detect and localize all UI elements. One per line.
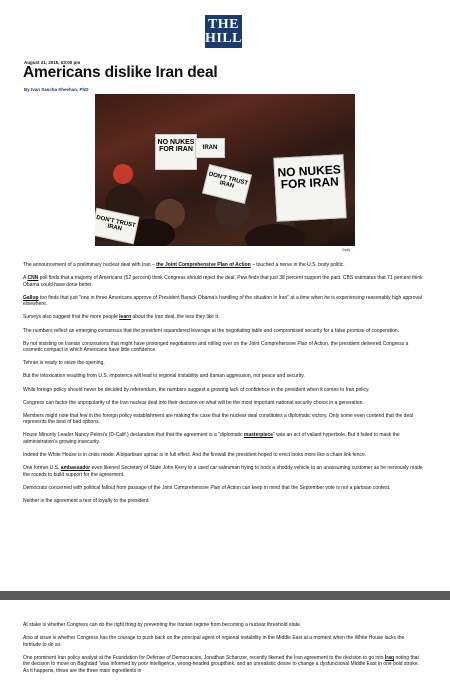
- protest-photo: [95, 94, 355, 246]
- page-divider: [0, 591, 450, 600]
- body-paragraph: [23, 413, 423, 426]
- paragraph-text: One former U.S.: [23, 465, 61, 472]
- body-paragraph: [23, 328, 423, 335]
- article-date: August 21, 2015, 03:00 pm: [24, 60, 81, 65]
- paragraph-text: Congress can factor the unpopularity of the Iran nuclear deal into their decision on what will be the most important national security choice in a generation.: [23, 399, 364, 406]
- body-paragraph: [23, 295, 423, 308]
- body-paragraph: [23, 360, 423, 367]
- paragraph-text: At stake is whether Congress can do the right thing by preventing the Iranian regime from becoming a nuclear threshold state.: [23, 622, 302, 628]
- body-paragraph: [23, 387, 423, 394]
- body-paragraph: [23, 341, 423, 354]
- body-paragraph: [23, 432, 423, 445]
- inline-link[interactable]: Gallup: [23, 294, 39, 301]
- inline-link[interactable]: masterpiece: [243, 432, 274, 439]
- paragraph-text: Also at issue is whether Congress has the courage to push back on the principal agent of regional instability in the Middle East at a moment when the White House lacks the fortitude to do so.: [23, 635, 405, 648]
- article-body: [23, 262, 423, 511]
- paragraph-text: Members might note that few in the foreign policy establishment are making the case that the nuclear deal constitutes a diplomatic victory. Only some even contend that the deal represents the best of bad options.: [23, 412, 414, 426]
- body-paragraph: [23, 373, 423, 380]
- inline-link[interactable]: Iraq: [384, 654, 395, 661]
- paragraph-text: poll finds that a majority of Americans (52 percent) think Congress should reject the deal. Pew finds that just 38 percent support the pact. CBS estimates that 71 percent think Obama could have done better.: [23, 275, 423, 288]
- paragraph-text: about the Iran deal, the less they like it.: [131, 314, 220, 321]
- body-paragraph: [23, 452, 423, 459]
- protest-sign: DON'T TRUST IRAN: [202, 164, 252, 204]
- paragraph-text: By not insisting on Iranian concessions that might have prolonged negotiations and rolling over on the Joint Comprehensive Plan of Action, the president delivered Congress a cosmetic compact in which Americans have little confidence.: [23, 340, 409, 354]
- photo-credit: Getty: [342, 248, 351, 252]
- body-paragraph: [23, 262, 423, 269]
- protest-sign: DON'T TRUST IRAN: [95, 208, 139, 245]
- paragraph-text: noting that the decision to move on Baghdad "was informed by poor intelligence, wrong-headed groupthink, and an unrealistic desire to change a dysfunctional Middle East in one bold stroke. As it happens, these are the three main ingredients in: [23, 654, 419, 674]
- paragraph-text: Democrats concerned with political fallout from passage of the Joint Comprehensive Plan of Action can keep in mind that the September vote is not a partisan contest.: [23, 484, 391, 491]
- inline-link[interactable]: the Joint Comprehensive Plan of Action: [156, 262, 251, 268]
- paragraph-text: Tehran is ready to seize the opening.: [23, 360, 105, 367]
- inline-link[interactable]: ambassador: [60, 465, 91, 472]
- body-paragraph: [23, 655, 423, 675]
- crowd-figure: [245, 224, 305, 246]
- article-byline[interactable]: By Ivan Sascha Sheehan, PhD: [24, 87, 89, 92]
- paragraph-text: Surveys also suggest that the more people: [23, 314, 120, 321]
- paragraph-text: – touched a nerve in the U.S. body politic.: [250, 262, 345, 268]
- inline-link[interactable]: learn: [119, 314, 132, 321]
- document-page-2: [0, 600, 450, 677]
- logo-line-1: THE: [207, 17, 240, 32]
- crowd-figure: [113, 164, 133, 184]
- body-paragraph: [23, 622, 423, 629]
- paragraph-text: The announcement of a preliminary nuclear deal with Iran –: [23, 262, 157, 268]
- logo-line-2: HILL: [205, 31, 243, 46]
- paragraph-text: House Minority Leader Nancy Pelosi's (D-Calif.) declaration that that the agreement is a "diplomatic: [23, 432, 244, 439]
- article-body-continued: [23, 622, 423, 681]
- body-paragraph: [23, 400, 423, 407]
- protest-sign: NO NUKES FOR IRAN: [155, 134, 197, 170]
- paragraph-text: One prominent Iran policy analyst at the Foundation for Defense of Democracies, Jonathan Schanzer, recently likened the Iran agreement to the decision to go into: [23, 654, 385, 661]
- body-paragraph: [23, 635, 423, 648]
- body-paragraph: [23, 498, 423, 505]
- body-paragraph: [23, 314, 423, 321]
- body-paragraph: [23, 465, 423, 478]
- paragraph-text: even likened Secretary of State John Kerry to a used car salesman trying to hock a shoddy vehicle to an unassuming customer as he nervously made the rounds to build support for the agreement.: [23, 465, 423, 478]
- paragraph-text: Neither is the agreement a test of loyalty to the president.: [23, 497, 150, 504]
- body-paragraph: [23, 275, 423, 288]
- paragraph-text: But the intoxication resulting from U.S. impotence will lead to regional instability and Iranian aggression, not peace and security.: [23, 373, 305, 380]
- paragraph-text: A: [23, 275, 28, 282]
- paragraph-text: too finds that just "one in three Americans approve of President Barack Obama's handling of the situation in Iran" at a time when he is experiencing reasonably high approval elsewhere.: [23, 294, 422, 308]
- inline-link[interactable]: CNN: [27, 275, 39, 282]
- protest-sign: IRAN: [195, 138, 225, 158]
- paragraph-text: While foreign policy should never be decided by referendum, the numbers suggest a growing lack of confidence in the president when it comes to Iran policy.: [23, 386, 370, 393]
- paragraph-text: " was an act of valiant hyperbole. But it failed to mask the administration's growing insecurity.: [23, 432, 400, 445]
- body-paragraph: [23, 485, 423, 492]
- article-headline: Americans dislike Iran deal: [23, 64, 218, 81]
- protest-sign: NO NUKES FOR IRAN: [273, 154, 346, 222]
- the-hill-logo[interactable]: [205, 15, 242, 48]
- paragraph-text: The numbers reflect an emerging consensus that the president squandered leverage at the negotiating table and compromised security for a false promise of cooperation.: [23, 327, 400, 334]
- paragraph-text: Indeed the White House is in crisis mode. A bipartisan uproar is in full effect. And the firewall the president hoped to erect looks more like a chain link fence.: [23, 452, 367, 459]
